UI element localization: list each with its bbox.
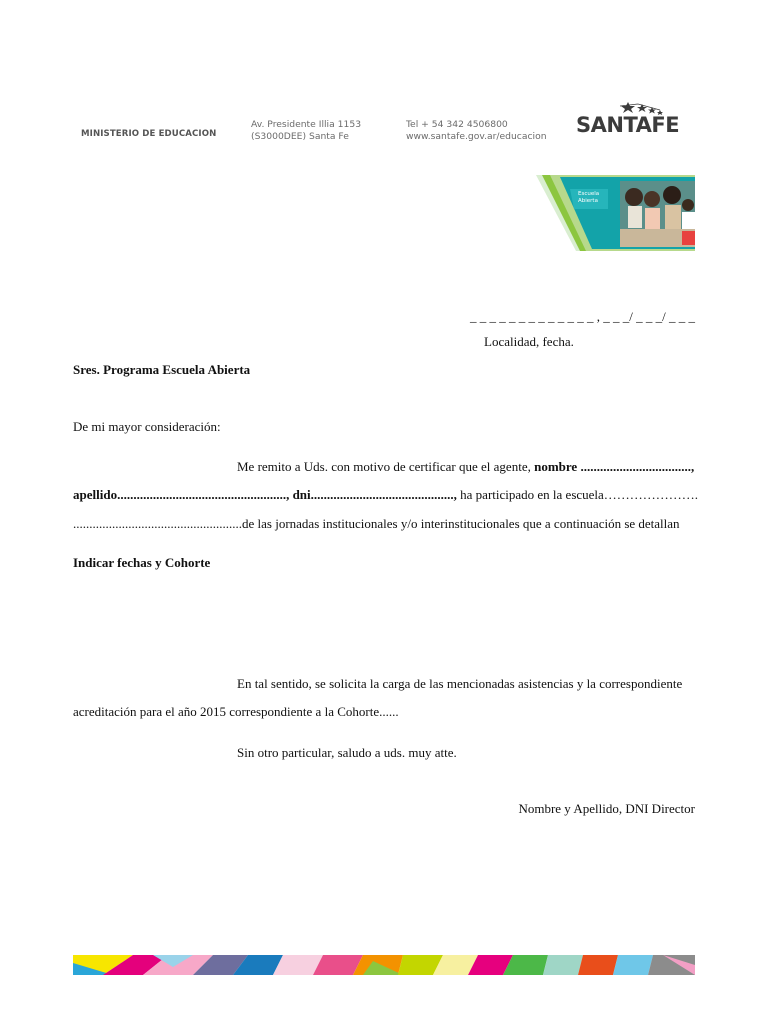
escuela-abierta-banner <box>536 175 695 251</box>
paragraph-1 <box>237 459 694 475</box>
banner-title <box>578 191 599 205</box>
date-caption: Localidad, fecha. <box>484 334 574 349</box>
date-placeholder: _ _ _ _ _ _ _ _ _ _ _ _ _ , _ _ _/ _ _ _/ _ _ _ <box>470 309 695 324</box>
ministry-address <box>251 119 361 143</box>
paragraph-2-text: ha participado en la escuela…………………. <box>456 487 699 502</box>
instruction-heading: Indicar fechas y Cohorte <box>73 555 211 570</box>
apellido-field: apellido...................................................., <box>73 487 290 502</box>
recipient: Sres. Programa Escuela Abierta <box>73 362 251 377</box>
address-line-1: Av. Presidente Illia 1153 <box>251 119 362 130</box>
paragraph-1-text: Me remito a Uds. con motivo de certificar que el agente, <box>237 459 535 474</box>
greeting: De mi mayor consideración: <box>73 419 221 434</box>
banner-line-2: Abierta <box>578 198 598 204</box>
santafe-logo <box>576 100 696 140</box>
logo-wordmark: SANTAFE <box>576 113 680 137</box>
ministry-name: MINISTERIO DE EDUCACION <box>81 129 217 139</box>
dni-field: dni............................................, <box>289 487 457 502</box>
paragraph-4-line-2: acreditación para el año 2015 correspondiente a la Cohorte...... <box>73 704 399 719</box>
website: www.santafe.gov.ar/educacion <box>406 131 547 142</box>
closing: Sin otro particular, saludo a uds. muy atte. <box>237 745 457 760</box>
signature-line: Nombre y Apellido, DNI Director <box>518 801 695 816</box>
address-line-2: (S3000DEE) Santa Fe <box>251 131 349 142</box>
phone-number: Tel + 54 342 4506800 <box>406 119 508 130</box>
paragraph-4-line-1: En tal sentido, se solicita la carga de las mencionadas asistencias y la correspondiente <box>237 676 683 691</box>
nombre-field: nombre .................................., <box>534 459 695 474</box>
footer-color-strip <box>73 955 695 975</box>
ministry-contact <box>406 119 547 143</box>
paragraph-2 <box>73 487 698 503</box>
banner-line-1: Escuela <box>578 191 600 197</box>
paragraph-3: ....................................................de las jornadas institucionales y/o interinstitucionales que a continuación se detallan <box>73 516 680 531</box>
